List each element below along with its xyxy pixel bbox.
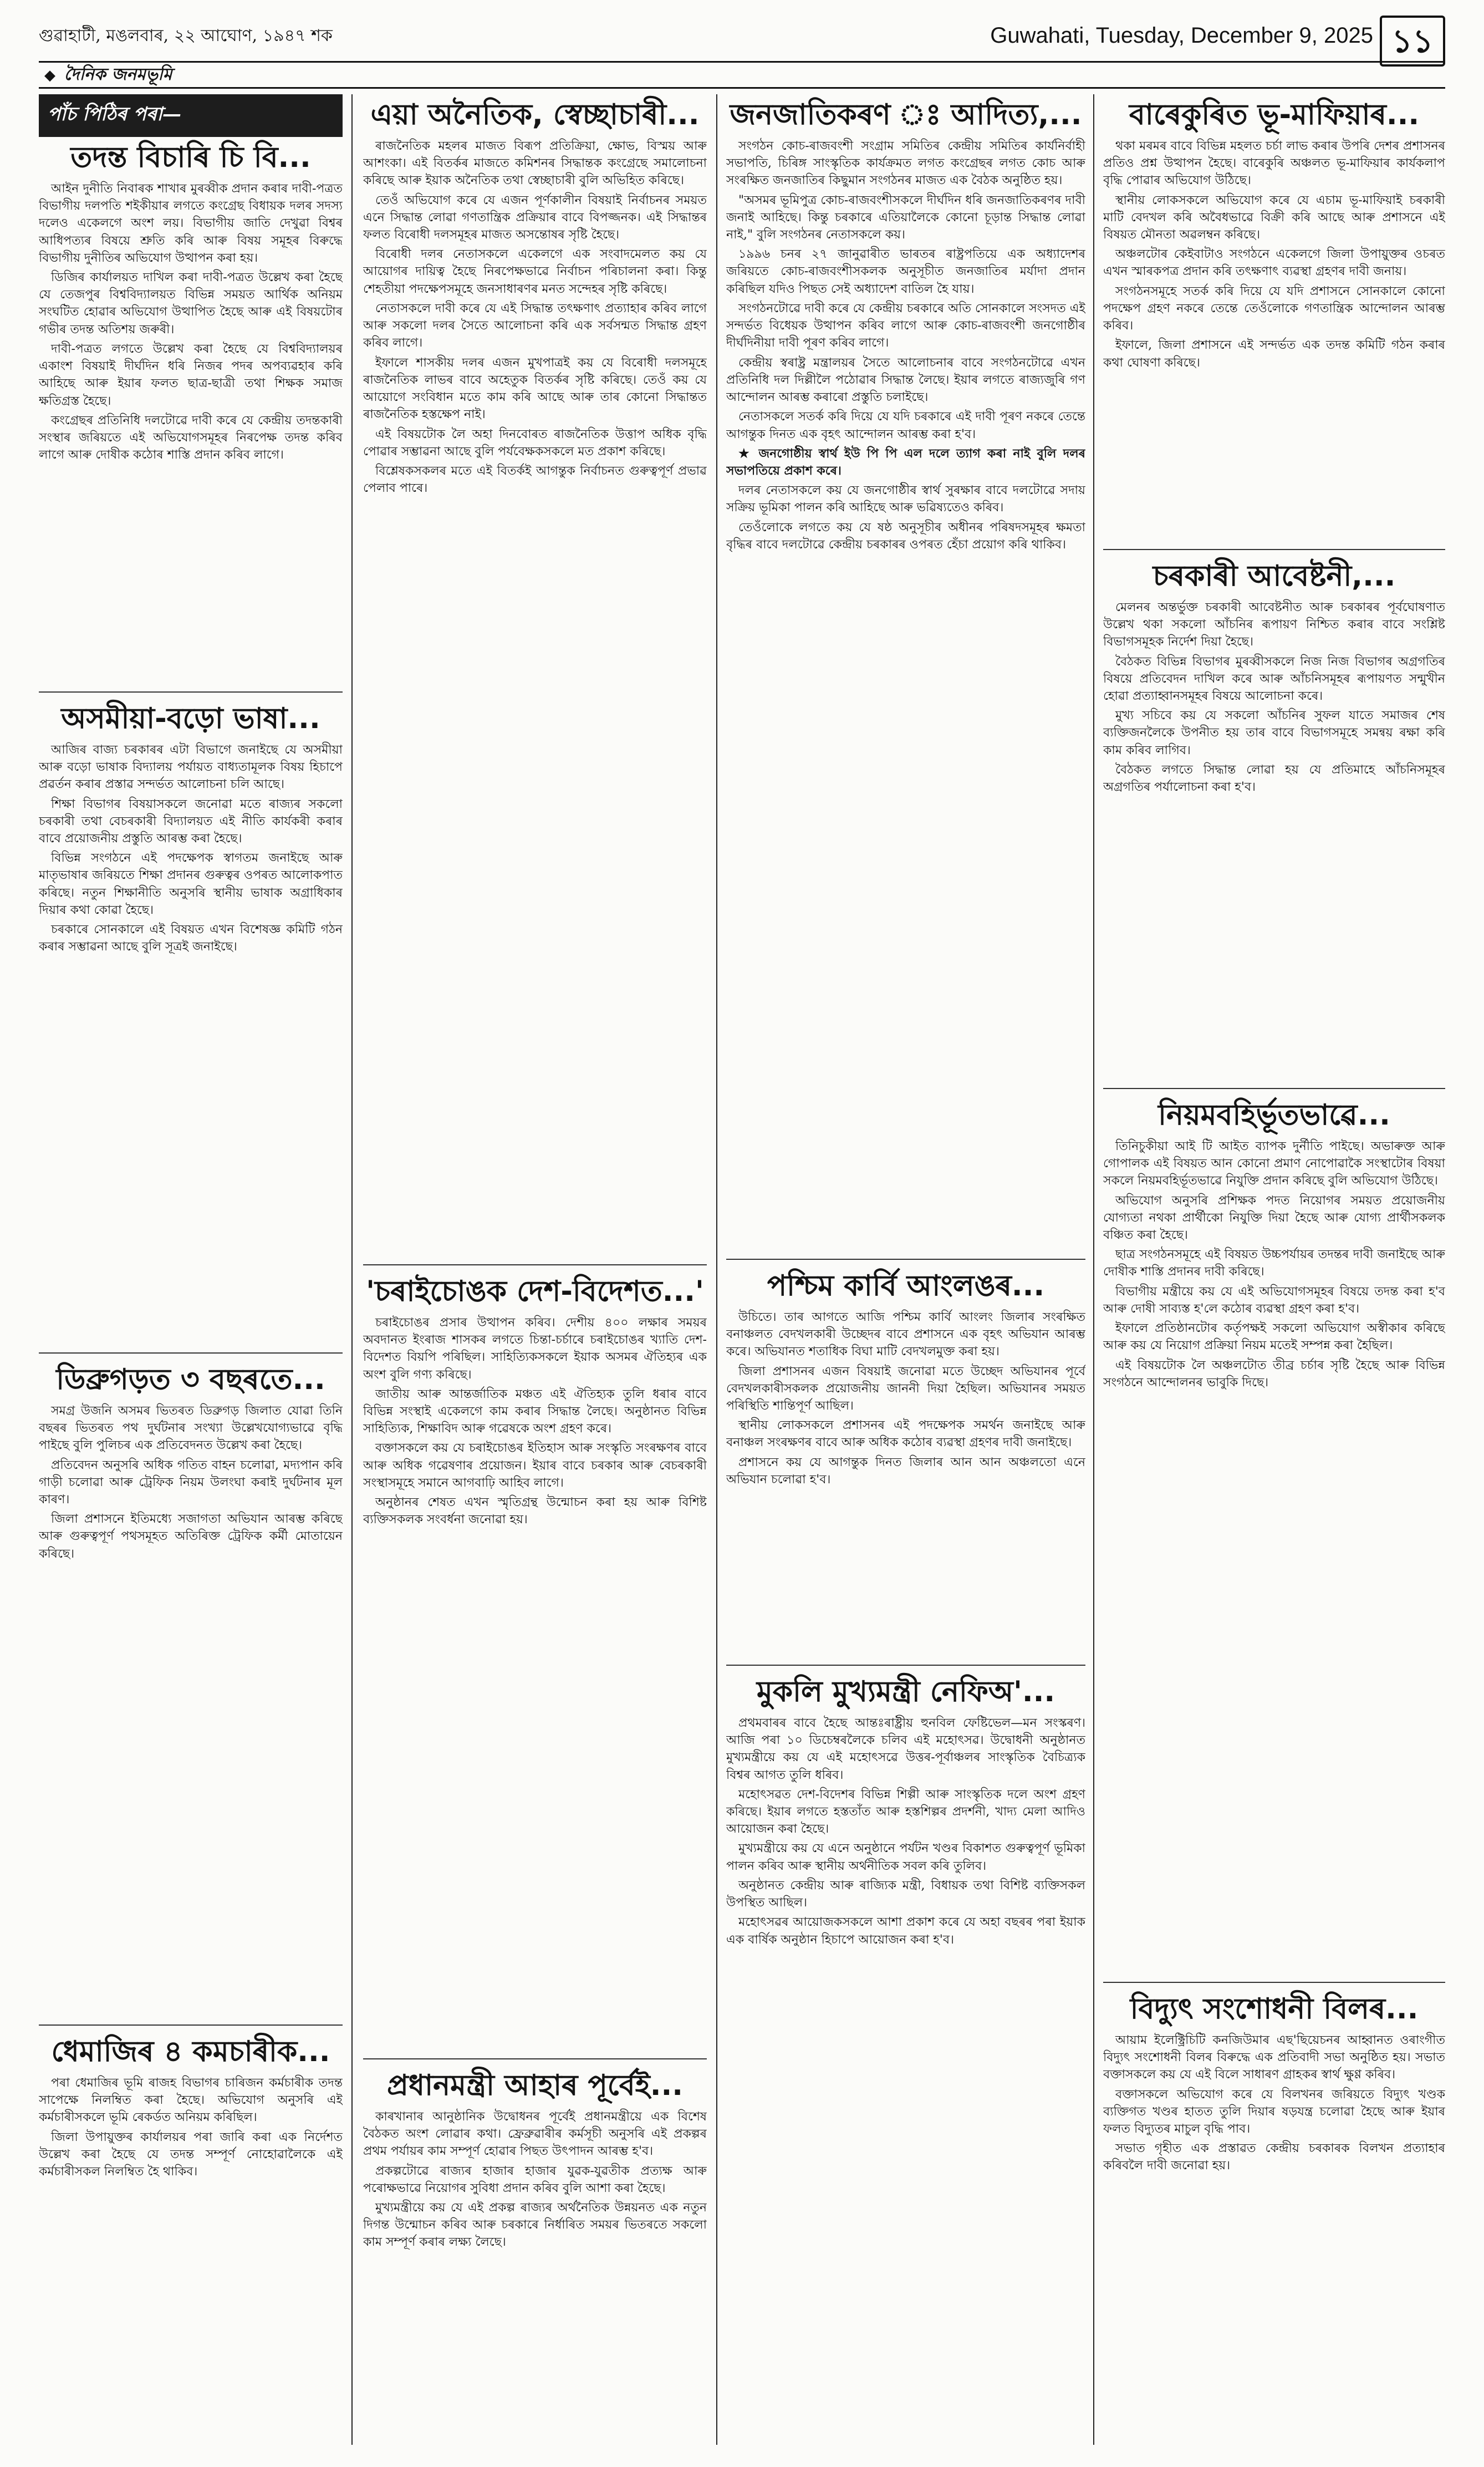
- article-paragraph: বৈঠকত লগতে সিদ্ধান্ত লোৱা হয় যে প্ৰতিমাহে আঁচনিসমূহৰ অগ্ৰগতিৰ পৰ্যালোচনা কৰা হ'ব।: [1103, 762, 1445, 795]
- article-bold-note: ★ জনগোষ্ঠীয় স্বাৰ্থ ইউ পি পি এল দলে ত্যাগ কৰা নাই বুলি দলৰ সভাপতিয়ে প্ৰকাশ কৰে।: [726, 446, 1085, 479]
- article-headline: চৰকাৰী আবেষ্টনী,...: [1152, 559, 1396, 593]
- article-tadanta: [39, 137, 343, 693]
- article-paragraph: মুখ্যমন্ত্ৰীয়ে কয় যে এই প্ৰকল্প ৰাজ্যৰ অৰ্থনৈতিক উন্নয়নত এক নতুন দিগন্ত উন্মোচন কৰিব আৰু চৰকাৰে নিৰ্ধাৰিত সময়ৰ ভিতৰতে সকলো কাম সম্পূৰ্ণ কৰাৰ লক্ষ্য লৈছে।: [363, 2200, 707, 2250]
- article-paragraph: মহোৎসৱৰ আয়োজকসকলে আশা প্ৰকাশ কৰে যে অহা বছৰৰ পৰা ইয়াক এক বাৰ্ষিক অনুষ্ঠান হিচাপে আয়োজন কৰা হ'ব।: [726, 1915, 1085, 1947]
- article-paragraph: উচিতে। তাৰ আগতে আজি পশ্চিম কাৰ্বি আংলং জিলাৰ সংৰক্ষিত বনাঞ্চলত বেদখলকাৰী উচ্ছেদৰ বাবে প্ৰশাসনে এক বৃহৎ অভিযান আৰম্ভ কৰে। অভিযানত শতাধিক বিঘা মাটি বেদখলমুক্ত কৰা হয়।: [726, 1310, 1085, 1359]
- article-body: [1103, 599, 1445, 796]
- article-paragraph: কেন্দ্ৰীয় স্বৰাষ্ট্ৰ মন্ত্ৰালয়ৰ সৈতে আলোচনাৰ বাবে সংগঠনটোৱে এখন প্ৰতিনিধি দল দিল্লীলৈ পঠোৱাৰ সিদ্ধান্ত লৈছে। ইয়াৰ লগতে ৰাজ্যজুৰি গণ আন্দোলন আৰম্ভ কৰাৰো প্ৰস্তুতি চলাইছে।: [726, 355, 1085, 405]
- article-paragraph: সংগঠন কোচ-ৰাজবংশী সংগ্ৰাম সমিতিৰ কেন্দ্ৰীয় সমিতিৰ কাৰ্যনিৰ্বাহী সভাপতি, চিৰিঙ্গ সাংস্কৃতিক কাৰ্যক্ৰমত লগত কংগ্ৰেছৰ লগত কোচ আৰু সংৰক্ষিত জনজাতিৰ কিছুমান সংগঠনৰ মাজত এক বৈঠক অনুষ্ঠিত হয়।: [726, 139, 1085, 188]
- article-paragraph: ছাত্ৰ সংগঠনসমূহে এই বিষয়ত উচ্চপৰ্যায়ৰ তদন্তৰ দাবী জনাইছে আৰু দোষীক শাস্তি প্ৰদানৰ দাবী কৰিছে।: [1103, 1248, 1445, 1279]
- article-paragraph: জিলা প্ৰশাসনৰ এজন বিষয়াই জনোৱা মতে উচ্ছেদ অভিযানৰ পূৰ্বে বেদখলকাৰীসকলক প্ৰয়োজনীয় জাননী দিয়া হৈছিল। অভিযানৰ সময়ত পৰিস্থিতি শান্তিপূৰ্ণ আছিল।: [726, 1364, 1085, 1413]
- article-paragraph: চৰাইচোঙৰ প্ৰসাৰ উত্থাপন কৰিব। দেশীয় ৪০০ লক্ষাৰ সময়ৰ অবদানত ইংৰাজ শাসকৰ লগতে চিন্তা-চৰ্চাৰে চৰাইচোঙৰ খ্যাতি দেশ-বিদেশত বিয়পি পৰিছিল। সাহিত্যিকসকলে ইয়াক অসমৰ ঐতিহ্যৰ এক অংশ বুলি গণ্য কৰিছে।: [363, 1315, 707, 1382]
- article-paragraph: স্থানীয় লোকসকলে অভিযোগ কৰে যে এচাম ভূ-মাফিয়াই চৰকাৰী মাটি বেদখল কৰি অবৈধভাৱে বিক্ৰী কৰি আছে আৰু প্ৰশাসনে এই বিষয়ত মৌনতা অৱলম্বন কৰিছে।: [1103, 193, 1445, 242]
- article-paragraph: কংগ্ৰেছৰ প্ৰতিনিধি দলটোৱে দাবী কৰে যে কেন্দ্ৰীয় তদন্তকাৰী সংস্থাৰ জৰিয়তে এই অভিযোগসমূহৰ নিৰপেক্ষ তদন্ত কৰিব লাগে আৰু দোষীক কঠোৰ শাস্তি প্ৰদান কৰিব লাগে।: [39, 413, 343, 462]
- page-number: ১১: [1380, 16, 1445, 67]
- article-paragraph: নেতাসকলে দাবী কৰে যে এই সিদ্ধান্ত তৎক্ষণাৎ প্ৰত্যাহাৰ কৰিব লাগে আৰু সকলো দলৰ সৈতে আলোচনা কৰি এক সৰ্বসন্মত সিদ্ধান্ত গ্ৰহণ কৰিব লাগে।: [363, 301, 707, 350]
- article-paragraph: সভাত গৃহীত এক প্ৰস্তাৱত কেন্দ্ৰীয় চৰকাৰক বিলখন প্ৰত্যাহাৰ কৰিবলৈ দাবী জনোৱা হয়।: [1103, 2142, 1445, 2173]
- article-paragraph: জিলা উপায়ুক্তৰ কাৰ্যালয়ৰ পৰা জাৰি কৰা এক নিৰ্দেশত উল্লেখ কৰা হৈছে যে তদন্ত সম্পূৰ্ণ নোহোৱালৈকে এই কৰ্মচাৰীসকল নিলম্বিত হৈ থাকিব।: [39, 2130, 343, 2179]
- article-paragraph: মুখ্যমন্ত্ৰীয়ে কয় যে এনে অনুষ্ঠানে পৰ্যটন খণ্ডৰ বিকাশত গুৰুত্বপূৰ্ণ ভূমিকা পালন কৰিব আৰু স্থানীয় অৰ্থনীতিক সবল কৰি তুলিব।: [726, 1842, 1085, 1873]
- article-headline: বাৰেকুৰিত ভূ-মাফিয়াৰ...: [1129, 98, 1420, 131]
- article-paragraph: এই বিষয়টোক লৈ অহা দিনবোৰত ৰাজনৈতিক উত্তাপ অধিক বৃদ্ধি পোৱাৰ সম্ভাৱনা আছে বুলি পৰ্যবেক্ষকসকলে মত প্ৰকাশ কৰিছে।: [363, 427, 707, 459]
- article-paragraph: "অসমৰ ভূমিপুত্ৰ কোচ-ৰাজবংশীসকলে দীৰ্ঘদিন ধৰি জনজাতিকৰণৰ দাবী জনাই আহিছে। কিন্তু চৰকাৰে এতিয়ালৈকে কোনো চূড়ান্ত সিদ্ধান্ত লোৱা নাই," বুলি সংগঠনৰ নেতাসকলে কয়।: [726, 193, 1085, 242]
- article-paragraph: প্ৰতিবেদন অনুসৰি অধিক গতিত বাহন চলোৱা, মদ্যপান কৰি গাড়ী চলোৱা আৰু ট্ৰেফিক নিয়ম উলংঘা কৰাই দুৰ্ঘটনাৰ মূল কাৰণ।: [39, 1458, 343, 1507]
- article-headline: এয়া অনৈতিক, স্বেচ্ছাচাৰী...: [370, 98, 700, 131]
- article-sarkari-abeshtoni: [1103, 556, 1445, 1089]
- article-headline: পশ্চিম কাৰ্বি আংলঙৰ...: [767, 1269, 1045, 1303]
- article-body: [1103, 138, 1445, 372]
- article-paragraph: মুখ্য সচিবে কয় যে সকলো আঁচনিৰ সুফল যাতে সমাজৰ শেষ ব্যক্তিজনলৈকে উপনীত হয় তাৰ বাবে বিভাগসমূহে সমন্বয় ৰক্ষা কৰি কাম কৰিব লাগিব।: [1103, 709, 1445, 757]
- diamond-icon: ◆: [44, 67, 55, 84]
- column-1: [39, 94, 343, 2445]
- column-2: [363, 94, 707, 2445]
- article-paragraph: বৈঠকত বিভিন্ন বিভাগৰ মুৰব্বীসকলে নিজ নিজ বিভাগৰ অগ্ৰগতিৰ বিষয়ে প্ৰতিবেদন দাখিল কৰে আৰু আঁচনিসমূহৰ ৰূপায়ণত সন্মুখীন হোৱা প্ৰত্যাহ্বানসমূহৰ বিষয়ে আলোচনা কৰে।: [1103, 654, 1445, 703]
- article-paragraph: শিক্ষা বিভাগৰ বিষয়াসকলে জনোৱা মতে ৰাজ্যৰ সকলো চৰকাৰী তথা বেচৰকাৰী বিদ্যালয়ত এই নীতি কাৰ্যকৰী কৰাৰ বাবে প্ৰয়োজনীয় প্ৰস্তুতি আৰম্ভ কৰা হৈছে।: [39, 797, 343, 846]
- article-barekuri: [1103, 94, 1445, 550]
- article-paragraph: প্ৰশাসনে কয় যে আগন্তুক দিনত জিলাৰ আন আন অঞ্চলতো এনে অভিযান চলোৱা হ'ব।: [726, 1455, 1085, 1487]
- article-body: [363, 138, 707, 497]
- article-dibrugarh: [39, 1359, 343, 2026]
- article-paragraph: বিশ্লেষকসকলৰ মতে এই বিতৰ্কই আগন্তুক নিৰ্বাচনত গুৰুত্বপূৰ্ণ প্ৰভাৱ পেলাব পাৰে।: [363, 464, 707, 496]
- article-paragraph: ইফালে, জিলা প্ৰশাসনে এই সন্দৰ্ভত এক তদন্ত কমিটি গঠন কৰাৰ কথা ঘোষণা কৰিছে।: [1103, 338, 1445, 370]
- article-headline: মুকলি মুখ্যমন্ত্ৰী নেফিঅ'...: [756, 1675, 1055, 1708]
- article-paragraph: অঞ্চলটোৰ কেইবাটাও সংগঠনে একেলগে জিলা উপায়ুক্তৰ ওচৰত এখন স্মাৰকপত্ৰ প্ৰদান কৰি তৎক্ষণাৎ ব্যৱস্থা গ্ৰহণৰ দাবী জনায়।: [1103, 247, 1445, 279]
- article-body: [1103, 2032, 1445, 2175]
- section-label: পাঁচ পিঠিৰ পৰা—: [39, 94, 343, 137]
- article-paragraph: সংগঠনটোৱে দাবী কৰে যে কেন্দ্ৰীয় চৰকাৰে অতি সোনকালে সংসদত এই সন্দৰ্ভত বিধেয়ক উত্থাপন কৰিব লাগে আৰু কোচ-ৰাজবংশী জনগোষ্ঠীৰ দীৰ্ঘদিনীয়া দাবী পূৰণ কৰিব লাগে।: [726, 301, 1085, 350]
- article-paragraph: তেওঁলোকে লগতে কয় যে ষষ্ঠ অনুসূচীৰ অধীনৰ পৰিষদসমূহৰ ক্ষমতা বৃদ্ধিৰ বাবে দলটোৱে কেন্দ্ৰীয় চৰকাৰৰ ওপৰত হেঁচা প্ৰয়োগ কৰি থাকিব।: [726, 520, 1085, 552]
- article-body: [39, 1402, 343, 1563]
- article-headline: ধেমাজিৰ ৪ কমচাৰীক...: [51, 2035, 330, 2068]
- article-paragraph: অভিযোগ অনুসৰি প্ৰশিক্ষক পদত নিয়োগৰ সময়ত প্ৰয়োজনীয় যোগ্যতা নথকা প্ৰাৰ্থীকো নিযুক্তি দিয়া হৈছে আৰু যোগ্য প্ৰাৰ্থীসকলক বঞ্চিত কৰা হৈছে।: [1103, 1193, 1445, 1242]
- article-pradhanmantri: [363, 2065, 707, 2425]
- article-paragraph: আয়াম ইলেক্ট্ৰিচিটি কনজিউমাৰ এছ'ছিয়েচনৰ আহ্বানত ওৰাংগীত বিদ্যুৎ সংশোধনী বিলৰ বিৰুদ্ধে এক প্ৰতিবাদী সভা অনুষ্ঠিত হয়। সভাত বক্তাসকলে কয় যে এই বিলে সাধাৰণ গ্ৰাহকৰ স্বাৰ্থ ক্ষুণ্ণ কৰিব।: [1103, 2033, 1445, 2082]
- article-paragraph: সংগঠনসমূহে সতৰ্ক কৰি দিয়ে যে যদি প্ৰশাসনে সোনকালে কোনো পদক্ষেপ গ্ৰহণ নকৰে তেন্তে তেওঁলোকে গণতান্ত্ৰিক আন্দোলন আৰম্ভ কৰিব।: [1103, 284, 1445, 333]
- article-paragraph: ১৯৯৬ চনৰ ২৭ জানুৱাৰীত ভাৰতৰ ৰাষ্ট্ৰপতিয়ে এক অধ্যাদেশৰ জৰিয়তে কোচ-ৰাজবংশীসকলক অনুসূচীত জনজাতিৰ মৰ্যাদা প্ৰদান কৰিছিল যদিও পিছত সেই অধ্যাদেশ বাতিল হৈ যায়।: [726, 247, 1085, 296]
- article-paragraph: মেলনৰ অন্তৰ্ভুক্ত চৰকাৰী আবেষ্টনীত আৰু চৰকাৰৰ পূৰ্বঘোষণাত উল্লেখ থকা সকলো আঁচনিৰ ৰূপায়ণ নিশ্চিত কৰাৰ বাবে সংশ্লিষ্ট বিভাগসমূহক নিৰ্দেশ দিয়া হৈছে।: [1103, 600, 1445, 649]
- article-paragraph: প্ৰকল্পটোৱে ৰাজ্যৰ হাজাৰ হাজাৰ যুৱক-যুৱতীক প্ৰত্যক্ষ আৰু পৰোক্ষভাৱে নিয়োগৰ সুবিধা প্ৰদান কৰিব বুলি আশা কৰা হৈছে।: [363, 2164, 707, 2195]
- article-headline: জনজাতিকৰণ ঃ আদিত্য,...: [730, 98, 1082, 131]
- article-asomiya-boro: [39, 698, 343, 1354]
- article-paragraph: থকা মৰমৰ বাবে বিভিন্ন মহলত চৰ্চা লাভ কৰাৰ উপৰি দেশৰ প্ৰশাসনৰ প্ৰতিও প্ৰশ্ন উত্থাপন হৈছে। বাৰেকুৰি অঞ্চলত ভূ-মাফিয়াৰ কাৰ্যকলাপ বৃদ্ধি পোৱাৰ অভিযোগ উঠিছে।: [1103, 139, 1445, 188]
- article-paragraph: পৰা ধেমাজিৰ ভূমি ৰাজহ বিভাগৰ চাৰিজন কৰ্মচাৰীক তদন্ত সাপেক্ষে নিলম্বিত কৰা হৈছে। অভিযোগ অনুসৰি এই কৰ্মচাৰীসকলে ভূমি ৰেকৰ্ডত অনিয়ম কৰিছিল।: [39, 2076, 343, 2125]
- dateline-assamese: গুৱাহাটী, মঙলবাৰ, ২২ আঘোণ, ১৯৪৭ শক: [39, 26, 333, 45]
- article-headline: ডিব্ৰুগড়ত ৩ বছৰতে...: [56, 1363, 325, 1396]
- column-4: [1103, 94, 1445, 2445]
- article-paragraph: অনুষ্ঠানত কেন্দ্ৰীয় আৰু ৰাজ্যিক মন্ত্ৰী, বিধায়ক তথা বিশিষ্ট ব্যক্তিসকল উপস্থিত আছিল।: [726, 1878, 1085, 1910]
- article-paragraph: তেওঁ অভিযোগ কৰে যে এজন পূৰ্ণকালীন বিষয়াই নিৰ্বাচনৰ সময়ত এনে সিদ্ধান্ত লোৱা গণতান্ত্ৰিক প্ৰক্ৰিয়াৰ বাবে বিপজ্জনক। এই সিদ্ধান্তৰ ফলত বিৰোধী দলসমূহৰ মাজত অসন্তোষৰ সৃষ্টি হৈছে।: [363, 193, 707, 242]
- article-headline: তদন্ত বিচাৰি চি বি...: [70, 141, 311, 174]
- article-mukoli: [726, 1671, 1085, 2403]
- article-body: [726, 1309, 1085, 1488]
- article-niyambohirbhut: [1103, 1095, 1445, 1983]
- article-paragraph: অনুষ্ঠানৰ শেষত এখন স্মৃতিগ্ৰন্থ উন্মোচন কৰা হয় আৰু বিশিষ্ট ব্যক্তিসকলক সংবৰ্ধনা জনোৱা হয়।: [363, 1496, 707, 1527]
- article-body: [363, 1314, 707, 1529]
- article-paragraph: বক্তাসকলে কয় যে চৰাইচোঙৰ ইতিহাস আৰু সংস্কৃতি সংৰক্ষণৰ বাবে আৰু অধিক গৱেষণাৰ প্ৰয়োজন। ইয়াৰ বাবে চৰকাৰ আৰু বেচৰকাৰী সংস্থাসমূহে সমানে আগবাঢ়ি আহিব লাগে।: [363, 1441, 707, 1490]
- article-headline: বিদ্যুৎ সংশোধনী বিলৰ...: [1130, 1992, 1419, 2026]
- article-body: [39, 180, 343, 464]
- article-bidyut: [1103, 1988, 1445, 2421]
- article-paragraph: ইফালে প্ৰতিষ্ঠানটোৰ কৰ্তৃপক্ষই সকলো অভিযোগ অস্বীকাৰ কৰিছে আৰু কয় যে নিয়োগ প্ৰক্ৰিয়া নিয়ম মতেই সম্পন্ন কৰা হৈছিল।: [1103, 1321, 1445, 1353]
- article-paragraph: বিভিন্ন সংগঠনে এই পদক্ষেপক স্বাগতম জনাইছে আৰু মাতৃভাষাৰ জৰিয়তে শিক্ষা প্ৰদানৰ গুৰুত্বৰ ওপৰত আলোকপাত কৰিছে। নতুন শিক্ষানীতি অনুসৰি স্থানীয় ভাষাক অগ্ৰাধিকাৰ দিয়াৰ কথা কোৱা হৈছে।: [39, 851, 343, 917]
- article-paragraph: দলৰ নেতাসকলে কয় যে জনগোষ্ঠীৰ স্বাৰ্থ সুৰক্ষাৰ বাবে দলটোৱে সদায় সক্ৰিয় ভূমিকা পালন কৰি আহিছে আৰু ভৱিষ্যতেও কৰিব।: [726, 484, 1085, 515]
- article-paragraph: বক্তাসকলে অভিযোগ কৰে যে বিলখনৰ জৰিয়তে বিদ্যুৎ খণ্ডক ব্যক্তিগত খণ্ডৰ হাতত তুলি দিয়াৰ ষড়যন্ত্ৰ চলোৱা হৈছে আৰু ইয়াৰ ফলত বিদ্যুতৰ মাচুল বৃদ্ধি পাব।: [1103, 2087, 1445, 2136]
- article-janajatikaran: [726, 94, 1085, 1260]
- article-paragraph: চৰকাৰে সোনকালে এই বিষয়ত এখন বিশেষজ্ঞ কমিটি গঠন কৰাৰ সম্ভাৱনা আছে বুলি সূত্ৰই জনাইছে।: [39, 923, 343, 954]
- dateline-english: Guwahati, Tuesday, December 9, 2025: [990, 23, 1373, 48]
- article-paragraph: জাতীয় আৰু আন্তৰ্জাতিক মঞ্চত এই ঐতিহ্যক তুলি ধৰাৰ বাবে বিভিন্ন সংস্থাই একেলগে কাম কৰাৰ সিদ্ধান্ত লৈছে। অনুষ্ঠানত বিভিন্ন সাহিত্যিক, শিক্ষাবিদ আৰু গৱেষকে অংশ গ্ৰহণ কৰে।: [363, 1387, 707, 1436]
- column-rule: [1093, 94, 1094, 2445]
- article-dhemaji: [39, 2031, 343, 2308]
- masthead: [39, 22, 1445, 60]
- article-body: [39, 2074, 343, 2180]
- column-3: [726, 94, 1085, 2445]
- article-headline: প্ৰধানমন্ত্ৰী আহাৰ পূৰ্বেই...: [387, 2069, 683, 2102]
- column-rule: [351, 94, 353, 2445]
- article-body: [726, 138, 1085, 553]
- article-body: [39, 741, 343, 956]
- article-paragraph: সমগ্ৰ উজনি অসমৰ ভিতৰত ডিব্ৰুগড় জিলাত যোৱা তিনি বছৰৰ ভিতৰত পথ দুৰ্ঘটনাৰ সংখ্যা উল্লেখযোগ্যভাৱে বৃদ্ধি পাইছে বুলি পুলিচৰ এক প্ৰতিবেদনত উল্লেখ কৰা হৈছে।: [39, 1403, 343, 1453]
- article-paragraph: তিনিচুকীয়া আই টি আইত ব্যাপক দুৰ্নীতি পাইছে। অভাৰুক্ত আৰু গোপালক এই বিষয়ত আন কোনো প্ৰমাণ নোপোৱাকৈ সংস্থাটোৰ বিষয়া সকলে নিয়মবহিৰ্ভূতভাৱে নিযুক্তি প্ৰদান কৰিছে বুলি অভিযোগ উঠিছে।: [1103, 1139, 1445, 1188]
- article-choraisong: [363, 1271, 707, 2059]
- article-paragraph: কাৰখানাৰ আনুষ্ঠানিক উদ্বোধনৰ পূৰ্বেই প্ৰধানমন্ত্ৰীয়ে এক বিশেষ বৈঠকত অংশ লোৱাৰ কথা। ফ্ৰেব্ৰুৱাৰীৰ কৰ্মসূচী অনুসৰি এই প্ৰকল্পৰ প্ৰথম পৰ্যায়ৰ কাম সম্পূৰ্ণ হোৱাৰ পিছত উৎপাদন আৰম্ভ হ'ব।: [363, 2109, 707, 2159]
- article-anoitik: [363, 94, 707, 1265]
- article-paragraph: বিভাগীয় মন্ত্ৰীয়ে কয় যে এই অভিযোগসমূহৰ বিষয়ে তদন্ত কৰা হ'ব আৰু দোষী সাব্যস্ত হ'লে কঠোৰ ব্যৱস্থা গ্ৰহণ কৰা হ'ব।: [1103, 1284, 1445, 1316]
- article-paragraph: জিলা প্ৰশাসনে ইতিমধ্যে সজাগতা অভিযান আৰম্ভ কৰিছে আৰু গুৰুত্বপূৰ্ণ পথসমূহত অতিৰিক্ত ট্ৰেফিক কৰ্মী মোতায়েন কৰিছে।: [39, 1512, 343, 1561]
- article-paragraph: নেতাসকলে সতৰ্ক কৰি দিয়ে যে যদি চৰকাৰে এই দাবী পূৰণ নকৰে তেন্তে আগন্তুক দিনত এক বৃহৎ আন্দোলন আৰম্ভ কৰা হ'ব।: [726, 410, 1085, 441]
- article-paragraph: আজিৰ বাজ্য চৰকাৰৰ এটা বিভাগে জনাইছে যে অসমীয়া আৰু বড়ো ভাষাক বিদ্যালয় পৰ্যায়ত বাধ্যতামূলক বিষয় হিচাপে প্ৰৱৰ্তন কৰাৰ প্ৰস্তাৱ সন্দৰ্ভত আলোচনা চলি আছে।: [39, 742, 343, 792]
- article-paschim-karbi: [726, 1265, 1085, 1666]
- article-paragraph: দাবী-পত্ৰত লগতে উল্লেখ কৰা হৈছে যে বিশ্ববিদ্যালয়ৰ একাংশ বিষয়াই দীৰ্ঘদিন ধৰি নিজৰ পদৰ অপব্যৱহাৰ কৰি আহিছে আৰু ইয়াৰ ফলত ছাত্ৰ-ছাত্ৰী তথা শিক্ষক সমাজ ক্ষতিগ্ৰস্ত হৈছে।: [39, 342, 343, 408]
- article-body: [726, 1715, 1085, 1949]
- article-paragraph: ইফালে শাসকীয় দলৰ এজন মুখপাত্ৰই কয় যে বিৰোধী দলসমূহে ৰাজনৈতিক লাভৰ বাবে অহেতুক বিতৰ্কৰ সৃষ্টি কৰিছে। তেওঁ কয় যে আয়োগে সংবিধান মতে কাম কৰি আছে আৰু তাৰ কোনো সিদ্ধান্তত ৰাজনৈতিক হস্তক্ষেপ নাই।: [363, 355, 707, 422]
- article-body: [1103, 1138, 1445, 1391]
- paper-name-bar: [39, 61, 1445, 89]
- article-body: [363, 2108, 707, 2251]
- paper-name: দৈনিক জনমভূমি: [64, 65, 172, 84]
- article-paragraph: ৰাজনৈতিক মহলৰ মাজত বিৰূপ প্ৰতিক্ৰিয়া, ক্ষোভ, বিস্ময় আৰু আশংকা। এই বিতৰ্কৰ মাজতে কমিশনৰ সিদ্ধান্তক কংগ্ৰেছে সমালোচনা কৰিছে আৰু ইয়াক অনৈতিক তথা স্বেচ্ছাচাৰী বুলি অভিহিত কৰিছে।: [363, 139, 707, 188]
- article-headline: নিয়মবহিৰ্ভূতভাৱে...: [1158, 1098, 1390, 1132]
- article-paragraph: এই বিষয়টোক লৈ অঞ্চলটোত তীব্ৰ চৰ্চাৰ সৃষ্টি হৈছে আৰু বিভিন্ন সংগঠনে আন্দোলনৰ ভাবুকি দিছে।: [1103, 1358, 1445, 1390]
- article-paragraph: আইন দুনীতি নিবাৰক শাখাৰ মুৰব্বীক প্ৰদান কৰাৰ দাবী-পত্ৰত বিভাগীয় দলপতি শইকীয়াৰ লগতে কংগ্ৰেছ বিধায়ক দলৰ সদস্য দলেও একেলগে অংশ লয়। বিভাগীয় জাতি দেখুৱা বিশ্বৰ আধিপত্যৰ বিষয়ে শ্ৰুতি কৰি আৰু বিষয় সমূহৰ বিৰুদ্ধে বিভাগীয় দুনীতিৰ অভিযোগ উত্থাপন কৰা হয়।: [39, 181, 343, 265]
- article-paragraph: মহোৎসৱত দেশ-বিদেশৰ বিভিন্ন শিল্পী আৰু সাংস্কৃতিক দলে অংশ গ্ৰহণ কৰিছে। ইয়াৰ লগতে হস্ততাঁত আৰু হস্তশিল্পৰ প্ৰদৰ্শনী, খাদ্য মেলা আদিও আয়োজন কৰা হৈছে।: [726, 1787, 1085, 1837]
- article-paragraph: প্ৰথমবাৰৰ বাবে হৈছে আন্তঃৰাষ্ট্ৰীয় হুনবিল ফেষ্টিভেল—মন সংস্কৰণ। আজি পৰা ১০ ডিচেম্বৰলৈকে চলিব এই মহোৎসৱ। উদ্বোধনী অনুষ্ঠানত মুখ্যমন্ত্ৰীয়ে কয় যে এই মহোৎসৱে উত্তৰ-পূৰ্বাঞ্চলৰ সাংস্কৃতিক বৈচিত্ৰ্যক বিশ্বৰ আগত তুলি ধৰিব।: [726, 1716, 1085, 1782]
- article-paragraph: বিৰোধী দলৰ নেতাসকলে একেলগে এক সংবাদমেলত কয় যে আয়োগৰ দায়িত্ব হৈছে নিৰপেক্ষভাৱে নিৰ্বাচন পৰিচালনা কৰা। কিন্তু শেহতীয়া পদক্ষেপসমূহে জনসাধাৰণৰ মনত সন্দেহৰ সৃষ্টি কৰিছে।: [363, 247, 707, 296]
- article-paragraph: স্থানীয় লোকসকলে প্ৰশাসনৰ এই পদক্ষেপক সমৰ্থন জনাইছে আৰু বনাঞ্চল সংৰক্ষণৰ বাবে আৰু অধিক কঠোৰ ব্যৱস্থা গ্ৰহণৰ দাবী জনাইছে।: [726, 1418, 1085, 1450]
- article-headline: অসমীয়া-বড়ো ভাষা...: [61, 702, 320, 735]
- article-paragraph: ডিজিৰ কাৰ্যালয়ত দাখিল কৰা দাবী-পত্ৰত উল্লেখ কৰা হৈছে যে তেজপুৰ বিশ্ববিদ্যালয়ত বিভিন্ন সময়ত আৰ্থিক অনিয়ম সংঘটিত হোৱাৰ অভিযোগ উত্থাপিত হৈছে আৰু এই বিষয়টোৰ গভীৰ তদন্ত অতিশয় জৰুৰী।: [39, 270, 343, 337]
- article-headline: 'চৰাইচোঙক দেশ-বিদেশত...': [366, 1275, 704, 1308]
- column-rule: [716, 94, 717, 2445]
